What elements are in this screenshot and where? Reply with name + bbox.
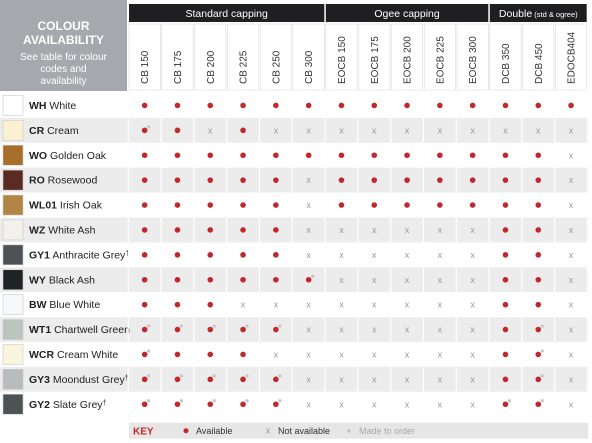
available-dot [240,103,246,109]
available-dot [207,202,213,208]
not-available-mark: x [306,299,311,310]
colour-swatch [3,170,23,190]
not-available-mark: x [568,299,574,310]
not-available-mark: x [568,349,574,360]
available-dot [568,103,574,109]
not-available-mark: x [437,274,443,285]
key-label: Available [196,426,233,437]
not-available-mark: x [306,349,311,360]
available-dot [503,401,509,407]
colour-swatch [3,295,23,315]
column-header: EOCB 150 [336,36,348,84]
available-dot [470,103,476,109]
column-header: EOCB 225 [435,36,447,84]
colour-swatch [3,145,23,165]
not-available-mark: x [306,224,311,235]
available-dot [503,227,509,233]
not-available-mark: x [470,374,475,385]
key-available-symbol [184,428,189,433]
available-dot [207,302,213,308]
available-dot [240,401,246,407]
not-available-mark: x [339,374,344,385]
made-to-order-dot [213,399,216,402]
available-dot [404,152,410,158]
row-label: GY1 Anthracite Grey† [29,249,130,262]
not-available-mark: x [568,249,574,260]
not-available-mark: x [372,324,377,335]
not-available-mark: x [372,374,377,385]
column-header: CB 225 [238,50,250,84]
not-available-mark: x [339,324,344,335]
available-dot [175,401,181,407]
available-dot [207,401,213,407]
not-available-mark: x [536,125,541,136]
made-to-order-dot [147,324,150,327]
not-available-mark: x [568,399,574,410]
available-dot [175,103,181,109]
available-dot [503,327,509,333]
available-dot [503,252,509,258]
not-available-mark: x [568,374,574,385]
available-dot [503,202,509,208]
made-to-order-dot [180,399,183,402]
not-available-mark: x [240,299,246,310]
not-available-mark: x [470,399,475,410]
row-label: WL01 Irish Oak [29,199,102,212]
available-dot [207,377,213,383]
available-dot [142,252,148,258]
not-available-mark: x [503,125,508,136]
not-available-mark: x [372,349,377,360]
available-dot [404,202,410,208]
available-dot [142,227,148,233]
not-available-mark: x [306,249,311,260]
not-available-mark: x [372,125,377,136]
column-header: CB 150 [140,50,152,84]
available-dot [273,152,279,158]
not-available-mark: x [437,399,443,410]
available-dot [142,152,148,158]
available-dot [273,277,279,283]
available-dot [142,377,148,383]
made-to-order-dot [147,374,150,377]
not-available-mark: x [306,200,311,211]
row-label: CR Cream [29,124,79,137]
available-dot [142,277,148,283]
available-dot [371,103,377,109]
available-dot [339,202,345,208]
available-dot [240,277,246,283]
available-dot [175,252,181,258]
key-label: Made to order [359,426,416,437]
available-dot [175,202,181,208]
available-dot [535,227,541,233]
colour-swatch [3,394,23,414]
available-dot [142,352,148,358]
available-dot [207,152,213,158]
key-made-to-order-symbol [347,429,351,433]
available-dot [535,277,541,283]
not-available-mark: x [339,299,344,310]
available-dot [142,202,148,208]
made-to-order-dot [245,374,248,377]
available-dot [470,202,476,208]
available-dot [306,103,312,109]
colour-swatch [3,270,23,290]
not-available-mark: x [437,249,443,260]
available-dot [503,177,509,183]
available-dot [175,302,181,308]
not-available-mark: x [306,175,311,186]
column-header: CB 200 [205,50,217,84]
available-dot [503,352,509,358]
made-to-order-dot [147,125,150,128]
available-dot [240,152,246,158]
available-dot [437,152,443,158]
available-dot [437,177,443,183]
row-label: WZ White Ash [29,224,96,237]
available-dot [207,177,213,183]
available-dot [273,227,279,233]
available-dot [535,202,541,208]
not-available-mark: x [568,150,574,161]
available-dot [535,327,541,333]
group-label: Ogee capping [374,8,440,20]
available-dot [306,277,312,283]
not-available-mark: x [372,299,377,310]
row-label: BW Blue White [29,299,101,312]
not-available-mark: x [404,125,410,136]
available-dot [535,103,541,109]
column-header: DCB 350 [500,43,512,84]
not-available-mark: x [306,125,311,136]
made-to-order-dot [278,374,281,377]
available-dot [535,177,541,183]
not-available-mark: x [470,349,475,360]
column-header: EOCB 200 [402,36,414,84]
colour-swatch [3,120,23,140]
column-header: EOCB 300 [468,36,480,84]
available-dot [437,202,443,208]
not-available-mark: x [470,125,475,136]
available-dot [175,352,181,358]
row-label: WY Black Ash [29,274,95,287]
not-available-mark: x [568,274,574,285]
made-to-order-dot [147,399,150,402]
colour-swatch [3,320,23,340]
available-dot [404,103,410,109]
not-available-mark: x [306,324,311,335]
made-to-order-dot [213,374,216,377]
not-available-mark: x [404,224,410,235]
row-label: WCR Cream White [29,348,119,361]
not-available-mark: x [568,200,574,211]
not-available-mark: x [339,274,344,285]
not-available-mark: x [437,349,443,360]
available-dot [503,277,509,283]
column-header: EDOCB404 [566,31,578,84]
made-to-order-dot [278,399,281,402]
row-background [0,93,588,118]
colour-swatch [3,245,23,265]
available-dot [240,377,246,383]
made-to-order-dot [213,324,216,327]
column-header: DCB 450 [533,43,545,84]
not-available-mark: x [404,349,410,360]
chart-title: COLOUR AVAILABILITY [23,19,104,47]
available-dot [240,252,246,258]
available-dot [273,177,279,183]
available-dot [503,302,509,308]
available-dot [535,401,541,407]
not-available-mark: x [437,125,443,136]
available-dot [142,401,148,407]
not-available-mark: x [568,324,574,335]
available-dot [175,152,181,158]
available-dot [339,103,345,109]
available-dot [175,327,181,333]
colour-swatch [3,220,23,240]
column-header: CB 250 [271,50,283,84]
available-dot [339,152,345,158]
made-to-order-dot [245,399,248,402]
available-dot [503,103,509,109]
available-dot [142,103,148,109]
not-available-mark: x [273,349,279,360]
available-dot [306,152,312,158]
available-dot [535,352,541,358]
available-dot [273,103,279,109]
available-dot [470,152,476,158]
available-dot [175,277,181,283]
available-dot [142,177,148,183]
available-dot [175,128,181,134]
not-available-mark: x [437,299,443,310]
available-dot [535,377,541,383]
made-to-order-dot [508,399,511,402]
available-dot [535,252,541,258]
available-dot [240,177,246,183]
key-label: Not available [278,426,331,437]
not-available-mark: x [568,125,574,136]
available-dot [175,377,181,383]
not-available-mark: x [404,324,410,335]
available-dot [273,401,279,407]
not-available-mark: x [306,399,311,410]
available-dot [207,252,213,258]
available-dot [207,277,213,283]
group-label: Standard capping [185,8,268,20]
not-available-mark: x [372,274,377,285]
available-dot [142,327,148,333]
not-available-mark: x [437,224,443,235]
made-to-order-dot [278,324,281,327]
not-available-mark: x [470,324,475,335]
not-available-mark: x [339,349,344,360]
available-dot [273,327,279,333]
available-dot [207,227,213,233]
available-dot [240,128,246,134]
key-title: KEY [133,426,154,438]
key-not-available-symbol: x [265,425,271,436]
row-background [0,118,588,143]
colour-swatch [3,95,23,115]
available-dot [240,352,246,358]
column-header: CB 175 [172,50,184,84]
not-available-mark: x [372,224,377,235]
available-dot [437,103,443,109]
made-to-order-dot [311,275,314,278]
available-dot [371,202,377,208]
made-to-order-dot [541,374,544,377]
not-available-mark: x [568,175,574,186]
column-header: EOCB 175 [369,36,381,84]
made-to-order-dot [180,324,183,327]
row-label: GY2 Slate Grey† [29,398,107,411]
colour-swatch [3,195,23,215]
available-dot [273,252,279,258]
available-dot [175,177,181,183]
row-label: WH White [29,99,77,112]
available-dot [470,177,476,183]
row-label: WO Golden Oak [29,149,107,162]
made-to-order-dot [180,374,183,377]
available-dot [404,177,410,183]
not-available-mark: x [470,224,475,235]
not-available-mark: x [372,249,377,260]
available-dot [503,377,509,383]
not-available-mark: x [372,399,377,410]
not-available-mark: x [437,374,443,385]
available-dot [142,302,148,308]
not-available-mark: x [404,249,410,260]
available-dot [371,152,377,158]
not-available-mark: x [437,324,443,335]
not-available-mark: x [470,249,475,260]
available-dot [535,152,541,158]
available-dot [207,327,213,333]
available-dot [207,352,213,358]
available-dot [339,177,345,183]
colour-swatch [3,369,23,389]
colour-swatch [3,344,23,364]
available-dot [240,202,246,208]
chart-subtitle: See table for colour codes and availability [20,52,107,87]
not-available-mark: x [470,274,475,285]
available-dot [240,327,246,333]
column-header: CB 300 [304,50,316,84]
row-label: RO Rosewood [29,174,98,187]
group-label: Double (std & ogree) [498,8,578,20]
available-dot [207,103,213,109]
available-dot [273,202,279,208]
available-dot [175,227,181,233]
not-available-mark: x [339,399,344,410]
not-available-mark: x [273,299,279,310]
available-dot [371,177,377,183]
not-available-mark: x [404,274,410,285]
not-available-mark: x [339,125,344,136]
not-available-mark: x [339,249,344,260]
available-dot [240,227,246,233]
not-available-mark: x [470,299,475,310]
not-available-mark: x [404,374,410,385]
row-label: GY3 Moondust Grey† [29,373,129,386]
available-dot [273,377,279,383]
made-to-order-dot [541,349,544,352]
available-dot [142,128,148,134]
available-dot [535,302,541,308]
not-available-mark: x [404,299,410,310]
made-to-order-dot [147,349,150,352]
not-available-mark: x [404,399,410,410]
not-available-mark: x [208,125,213,136]
made-to-order-dot [245,324,248,327]
available-dot [503,152,509,158]
made-to-order-dot [541,324,544,327]
not-available-mark: x [568,224,574,235]
not-available-mark: x [339,224,344,235]
not-available-mark: x [306,374,311,385]
not-available-mark: x [273,125,279,136]
row-label: WT1 Chartwell Green [29,324,130,337]
made-to-order-dot [541,399,544,402]
